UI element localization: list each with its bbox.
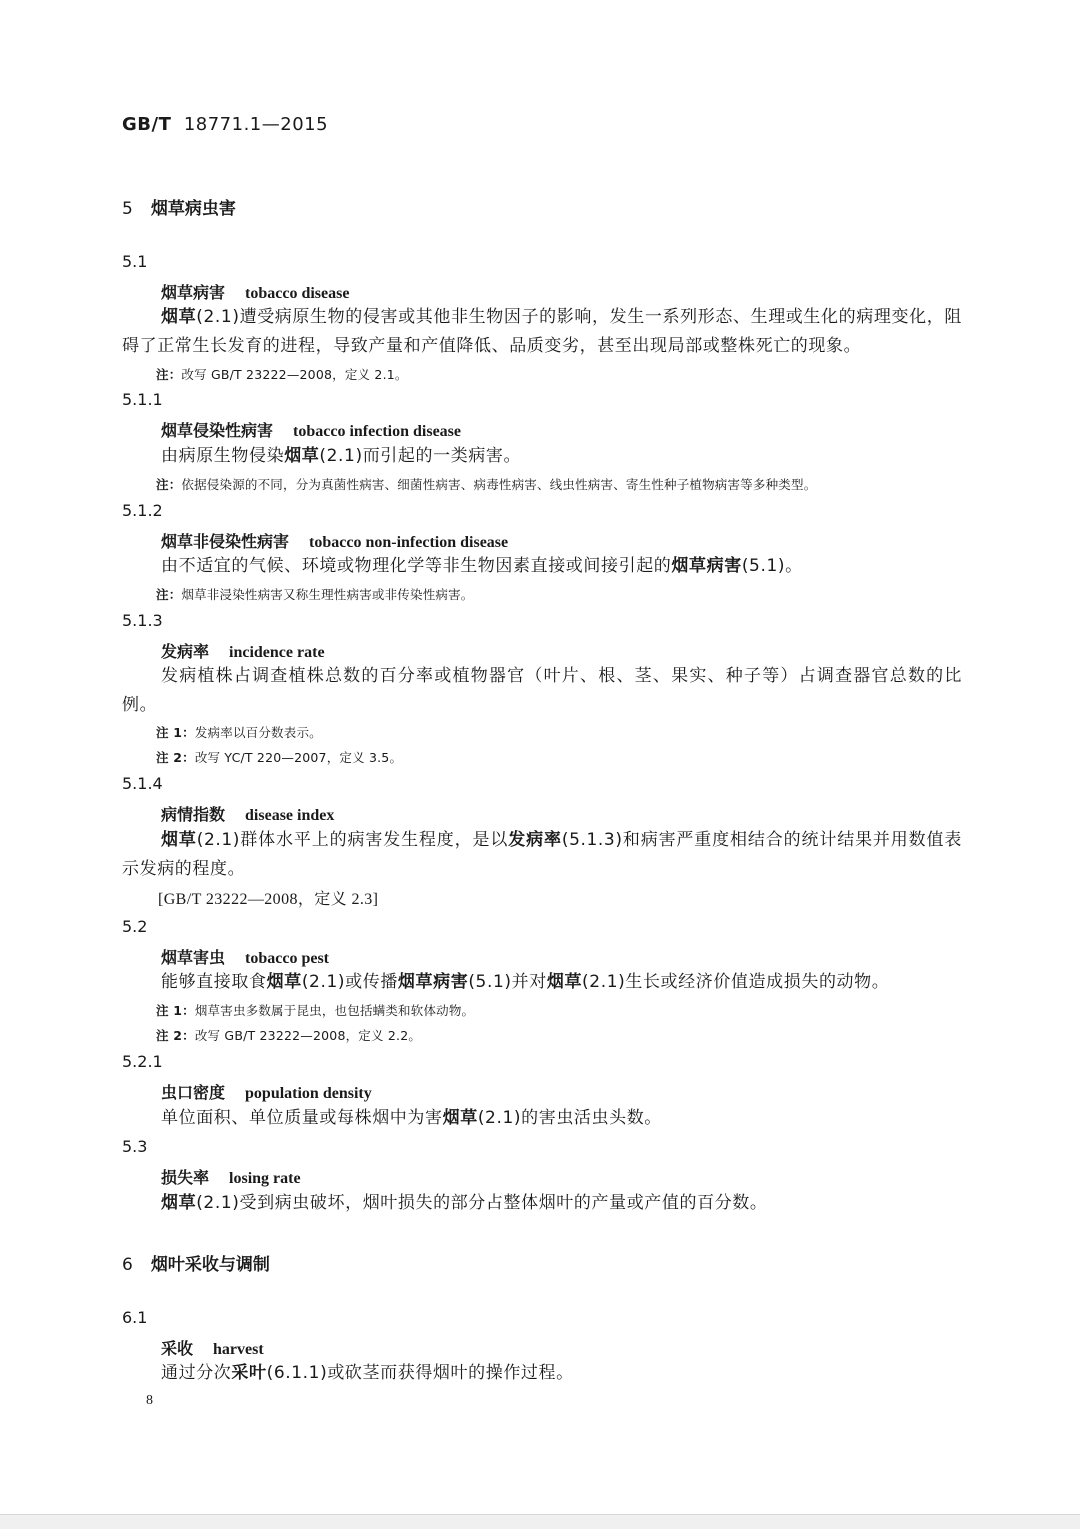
term-6-1 [161, 1336, 264, 1359]
section-number: 6 [122, 1255, 133, 1275]
standard-number: 18771.1—2015 [183, 114, 329, 135]
cross-ref-term: 烟草 [161, 830, 197, 850]
cross-ref-term: 烟草病害 [671, 556, 742, 576]
note-label: 注 1： [156, 1003, 195, 1018]
page-number: 8 [146, 1393, 153, 1408]
note-text: 烟草害虫多数属于昆虫，也包括螨类和软体动物。 [194, 1003, 475, 1018]
definition-text: (5.1)。 [741, 556, 803, 576]
cross-ref-term: 烟草病害 [397, 972, 469, 992]
term-zh: 烟草病害 [161, 283, 226, 302]
clause-number-5-1: 5.1 [122, 252, 148, 271]
term-5-2-1 [161, 1080, 372, 1103]
definition-text: 能够直接取食 [161, 972, 267, 992]
definition-5-1-1 [122, 442, 962, 471]
term-zh: 损失率 [161, 1168, 210, 1187]
definition-text: (2.1)受到病虫破坏，烟叶损失的部分占整体烟叶的产量或产值的百分数。 [196, 1193, 768, 1213]
definition-text: (2.1)的害虫活虫头数。 [477, 1108, 662, 1128]
note-text: 改写 GB/T 23222—2008，定义 2.1。 [181, 367, 408, 382]
term-zh: 发病率 [161, 642, 210, 661]
term-en: incidence rate [229, 644, 325, 661]
term-zh: 虫口密度 [161, 1083, 226, 1102]
term-en: disease index [245, 807, 335, 824]
term-5-2 [161, 945, 329, 968]
definition-text: (5.1)并对 [468, 972, 547, 992]
section-title: 烟叶采收与调制 [150, 1255, 270, 1275]
definition-text: (2.1)而引起的一类病害。 [319, 446, 522, 466]
clause-number-6-1: 6.1 [122, 1308, 148, 1327]
term-en: tobacco pest [245, 950, 329, 967]
note-text: 烟草非浸染性病害又称生理性病害或非传染性病害。 [181, 587, 474, 602]
term-en: tobacco infection disease [293, 423, 461, 440]
section-heading-5 [122, 194, 236, 219]
definition-text: 单位面积、单位质量或每株烟中为害 [161, 1108, 443, 1128]
definition-5-2 [122, 968, 962, 997]
note-label: 注： [156, 477, 182, 492]
clause-number-5-3: 5.3 [122, 1137, 148, 1156]
note-text: 改写 GB/T 23222—2008，定义 2.2。 [194, 1028, 422, 1043]
note-label: 注： [156, 367, 182, 382]
definition-text: (6.1.1)或砍茎而获得烟叶的操作过程。 [266, 1363, 574, 1383]
term-zh: 烟草非侵染性病害 [161, 532, 290, 551]
note-5-2-1 [156, 1001, 474, 1019]
term-zh: 病情指数 [161, 805, 226, 824]
standard-prefix: GB/T [122, 114, 172, 135]
note-label: 注 2： [156, 750, 195, 765]
cross-ref-term: 烟草 [266, 972, 302, 992]
clause-number-5-1-2: 5.1.2 [122, 501, 163, 520]
definition-5-1-2 [122, 552, 962, 581]
definition-5-1-3: 发病植株占调查植株总数的百分率或植物器官（叶片、根、茎、果实、种子等）占调查器官总数的比例。 [122, 666, 962, 715]
clause-number-5-1-4: 5.1.4 [122, 774, 163, 793]
term-5-1 [161, 280, 349, 303]
definition-text: (2.1)或传播 [301, 972, 398, 992]
note-5-1-2 [156, 585, 474, 603]
cross-ref-term: 烟草 [161, 1193, 197, 1213]
cross-ref-term: 烟草 [161, 307, 197, 327]
definition-text: (2.1)群体水平上的病害发生程度，是以 [196, 830, 509, 850]
definition-5-1 [122, 303, 962, 361]
term-en: tobacco disease [245, 285, 350, 302]
term-5-1-2 [161, 529, 508, 552]
section-heading-6 [122, 1250, 270, 1275]
note-5-1 [156, 365, 408, 383]
cross-ref-term: 采叶 [231, 1363, 267, 1383]
term-en: population density [245, 1085, 372, 1102]
term-zh: 烟草侵染性病害 [161, 421, 274, 440]
note-label: 注 1： [156, 725, 195, 740]
cross-ref-term: 烟草 [284, 446, 320, 466]
definition-5-1-4 [122, 826, 962, 884]
term-5-1-4 [161, 802, 334, 825]
definition-text: (5.1.3)和病害严重度相结合的统计结果并用数值表示发病的程度。 [122, 830, 962, 879]
definition-text: (2.1)遭受病原生物的侵害或其他非生物因子的影响，发生一系列形态、生理或生化的病理变化，阻碍了正常生长发育的进程，导致产量和产值降低、品质变劣，甚至出现局部或整株死亡的现象。 [122, 307, 962, 356]
clause-number-5-2: 5.2 [122, 917, 148, 936]
note-text: 发病率以百分数表示。 [194, 725, 322, 740]
term-zh: 采收 [161, 1339, 194, 1358]
term-zh: 烟草害虫 [161, 948, 226, 967]
term-en: harvest [213, 1341, 264, 1358]
term-5-1-3 [161, 639, 325, 662]
cross-ref-term: 发病率 [508, 830, 562, 850]
note-5-1-1 [156, 475, 816, 493]
term-5-3 [161, 1165, 301, 1188]
definition-text: 由病原生物侵染 [161, 446, 285, 466]
note-text: 改写 YC/T 220—2007，定义 3.5。 [194, 750, 403, 765]
note-label: 注： [156, 587, 182, 602]
definition-text: (2.1)生长或经济价值造成损失的动物。 [582, 972, 890, 992]
clause-number-5-1-3: 5.1.3 [122, 611, 163, 630]
section-number: 5 [122, 199, 133, 219]
definition-5-2-1 [122, 1104, 962, 1133]
definition-text: 通过分次 [161, 1363, 232, 1383]
term-en: tobacco non-infection disease [309, 534, 509, 551]
source-reference-5-1-4: [GB/T 23222—2008，定义 2.3] [158, 891, 379, 908]
clause-number-5-1-1: 5.1.1 [122, 390, 163, 409]
cross-ref-term: 烟草 [442, 1108, 478, 1128]
note-5-1-3-1 [156, 723, 322, 741]
note-text: 依据侵染源的不同，分为真菌性病害、细菌性病害、病毒性病害、线虫性病害、寄生性种子植物病害等多种类型。 [181, 477, 817, 492]
definition-5-3 [122, 1189, 962, 1218]
bottom-divider [0, 1514, 1080, 1529]
term-en: losing rate [229, 1170, 301, 1187]
definition-text: 由不适宜的气候、环境或物理化学等非生物因素直接或间接引起的 [161, 556, 672, 576]
note-label: 注 2： [156, 1028, 195, 1043]
section-title: 烟草病虫害 [150, 199, 236, 219]
note-5-1-3-2 [156, 748, 402, 766]
note-5-2-2 [156, 1026, 421, 1044]
standard-number-header [122, 114, 328, 135]
clause-number-5-2-1: 5.2.1 [122, 1052, 163, 1071]
term-5-1-1 [161, 418, 461, 441]
cross-ref-term: 烟草 [546, 972, 583, 992]
definition-6-1 [122, 1359, 962, 1388]
